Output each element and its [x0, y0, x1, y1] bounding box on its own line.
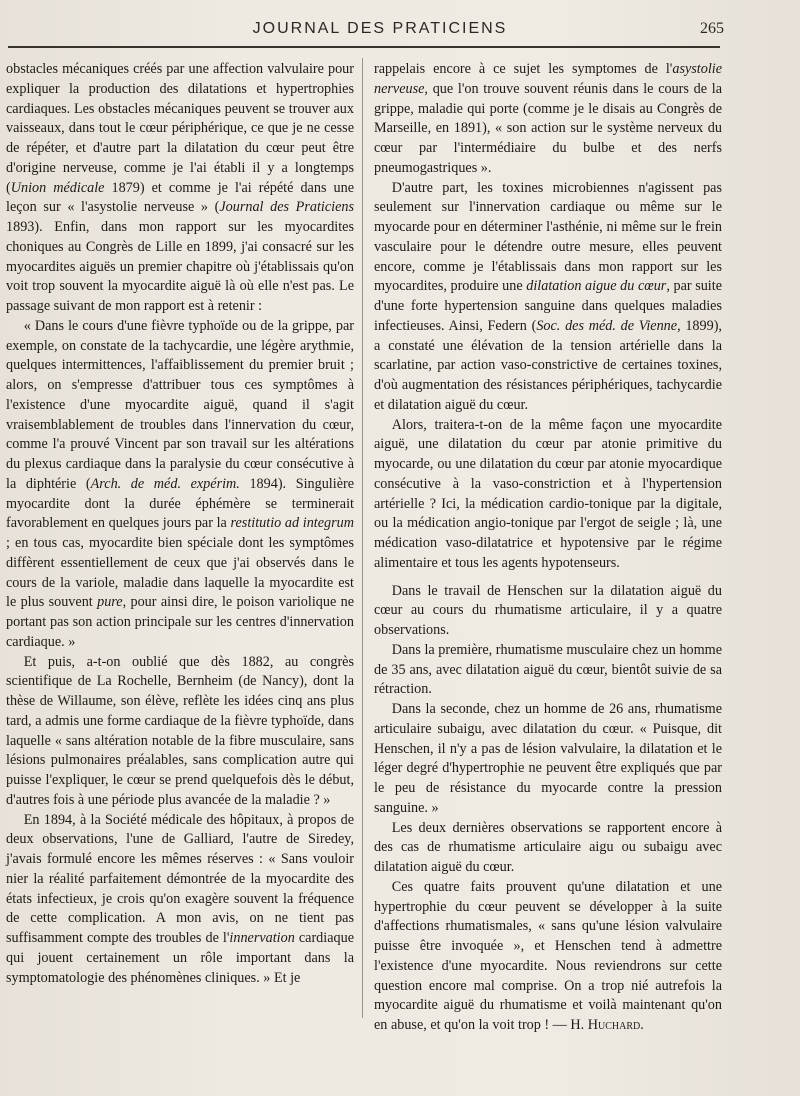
paragraph: [6, 653, 354, 811]
text-run: 1893). Enfin, dans mon rapport sur les myocardites choniques au Congrès de Lille en 1899, j'ai consacré sur les myocardites aiguës un premier chapitre où j'établissais qu'on voit trop souvent la myocardite aiguë là où elle n'est pas. Le passage suivant de mon rapport est à retenir :: [6, 219, 354, 314]
italic-text: pure: [97, 594, 123, 611]
column-divider: [362, 58, 363, 1018]
header-rule: [8, 46, 720, 48]
left-column: [6, 60, 354, 988]
paragraph: [374, 60, 722, 179]
paragraph: [374, 819, 722, 878]
paragraph: [6, 811, 354, 989]
text-run: Et puis, a-t-on oublié que dès 1882, au congrès scientifique de La Rochelle, Bernheim (de Nancy), dont la thèse de Willaume, son élève, reflète les idées cinq ans plus tard, a admis une forme cardiaque de la fièvre typhoïde, dans laquelle « sans altération notable de la fibre musculaire, sans lésions pulmonaires préalables, sans complication autre qui puisse l'expliquer, le cœur se prend quelquefois dès le début, d'autres fois à une période plus avancée de la maladie ? »: [6, 653, 354, 808]
paragraph: [6, 317, 354, 653]
text-run: « Dans le cours d'une fièvre typhoïde ou de la grippe, par exemple, on constate de la tachycardie, une légère arythmie, quelques intermittences, l'affaiblissement du premier bruit ; alors, on s'empresse d'attribuer tous ces symptômes à l'existence d'une myocardite aiguë, quand il s'agit vraisemblablement de troubles dans l'innervation du cœur, comme l'a prouvé Vincent par son travail sur les altérations du plexus cardiaque dans la paralysie du cœur consécutive à la diphtérie (: [6, 317, 354, 492]
italic-text: Journal des Praticiens: [219, 199, 354, 216]
text-run: obstacles mécaniques créés par une affection valvulaire pour expliquer la production des dilatations et hypertrophies cardiaques. Les obstacles mécaniques peuvent se trouver aux vaisseaux, dans tout le cœur périphérique, ce que je ne cesse de répéter, et d'autre part la dilatation du cœur peut être d'origine nerveuse, comme je l'ai établi il y a longtemps (: [6, 61, 354, 196]
paragraph: [6, 60, 354, 317]
italic-text: restitutio ad integrum: [230, 515, 354, 532]
italic-text: Soc. des méd. de Vienne: [536, 317, 678, 334]
paragraph: [374, 179, 722, 416]
text-run: .: [640, 1017, 644, 1033]
text-run: , pour ainsi dire, le poison variolique ne portant pas son action principale sur les centres d'innervation cardiaque. »: [6, 594, 354, 650]
paragraph: [374, 641, 722, 700]
right-column: [374, 60, 722, 1036]
italic-text: dilatation aigue du cœur: [526, 278, 667, 295]
text-run: , 1899), a constaté une élévation de la tension artérielle dans la scarlatine, par action vaso-constrictive de certaines toxines, d'où augmentation des résistances périphériques, tachycardie et dilatation aiguë du cœur.: [374, 317, 722, 413]
text-run: Dans la première, rhumatisme musculaire chez un homme de 35 ans, avec dilatation aiguë du cœur, bientôt suivie de sa rétraction.: [374, 641, 722, 698]
italic-text: innervation: [229, 930, 295, 946]
text-run: Dans le travail de Henschen sur la dilatation aiguë du cœur au cours du rhumatisme articulaire, il y a quatre observations.: [374, 582, 722, 638]
text-run: , par suite d'une forte hypertension sanguine dans quelques maladies infectieuses. Ainsi, Federn (: [374, 278, 722, 334]
paragraph: [374, 582, 722, 641]
text-run: Dans la seconde, chez un homme de 26 ans, rhumatisme articulaire subaigu, avec dilatation du cœur. « Puisque, dit Henschen, il n'y a pas de lésion valvulaire, la dilatation et le léger degré d'hypertrophie ne peuvent être expliqués que par le peu de résistance du myocarde contre la pression sanguine. »: [374, 701, 722, 816]
text-run: Alors, traitera-t-on de la même façon une myocardite aiguë, une dilatation du cœur par atonie primitive du myocarde, ou une dilatation du cœur par atonie myocardique consécutive à la vaso-constriction et à l'hypertension artérielle ? Ici, la médication cardio-tonique par la digitale, ou la médication angio-tonique par l'ergot de seigle ; là, une médication vaso-dilatatrice et hypotensive par le régime alimentaire et tous les agents hypotenseurs.: [374, 416, 722, 571]
text-run: 1894). Singulière myocardite dont la durée éphémère se terminerait favorablement en quelques jours par la: [6, 475, 355, 532]
italic-text: Union médicale: [10, 179, 105, 196]
text-run: cardiaque qui jouent certainement un rôle important dans la symptomatologie des phénomènes cliniques. » Et je: [6, 930, 354, 986]
text-run: 1879) et comme je l'ai répété dans une leçon sur « l'asystolie nerveuse » (: [6, 179, 354, 216]
page-number: 265: [700, 20, 724, 37]
text-run: D'autre part, les toxines microbiennes n'agissent pas seulement sur l'innervation cardiaque ou même sur le myocarde pour en déterminer l'asthénie, ni même sur le frein vasculaire pour le détendre outre mesure, elles peuvent encore, comme je l'établissais dans mon rapport sur les myocardites, produire une: [374, 179, 722, 295]
italic-text: asystolie nerveuse: [374, 61, 722, 97]
paragraph: [374, 416, 722, 574]
paragraph: [374, 878, 722, 1036]
text-run: , que l'on trouve souvent réunis dans le cours de la grippe, maladie qui porte (comme je le disais au Congrès de Marseille, en 1891), « son action sur le système nerveux du cœur par l'intermédiaire du bulbe et des nerfs pneumogastriques ».: [374, 80, 722, 176]
paragraph: [374, 700, 722, 819]
text-run: ; en tous cas, myocardite bien spéciale dont les symptômes diffèrent essentiellement de ceux que j'ai observés dans le cours de la variole, maladie dans laquelle la myocardite est le plus souvent: [6, 535, 354, 611]
author-signature: Huchard: [587, 1017, 641, 1033]
text-run: Les deux dernières observations se rapportent encore à des cas de rhumatisme articulaire aigu ou subaigu avec dilatation aiguë du cœur.: [374, 819, 722, 875]
text-run: Ces quatre faits prouvent qu'une dilatation et une hypertrophie du cœur peuvent se développer à la suite d'affections rhumatismales, « sans qu'une lésion valvulaire puisse être invoquée », et Henschen tend à admettre l'existence d'une myocardite. Nous reviendrons sur cette question encore mal comprise. On a trop nié autrefois la myocardite aiguë du rhumatisme et voilà maintenant qu'on en abuse, et qu'on la voit trop ! — H.: [374, 878, 722, 1033]
text-run: rappelais encore à ce sujet les symptomes de l': [374, 61, 673, 77]
text-run: En 1894, à la Société médicale des hôpitaux, à propos de deux observations, l'une de Galliard, l'autre de Siredey, j'avais formulé encore les mêmes réserves : « Sans vouloir nier la réalité parfaitement démontrée de la myocardite des états infectieux, je crois qu'on exagère souvent la fréquence de cette complication. A mon avis, on ne tient pas suffisamment compte des troubles de l': [6, 811, 354, 946]
italic-text: Arch. de méd. expérim.: [90, 475, 240, 492]
running-head: [40, 14, 724, 44]
running-title: JOURNAL DES PRATICIENS: [252, 20, 508, 37]
